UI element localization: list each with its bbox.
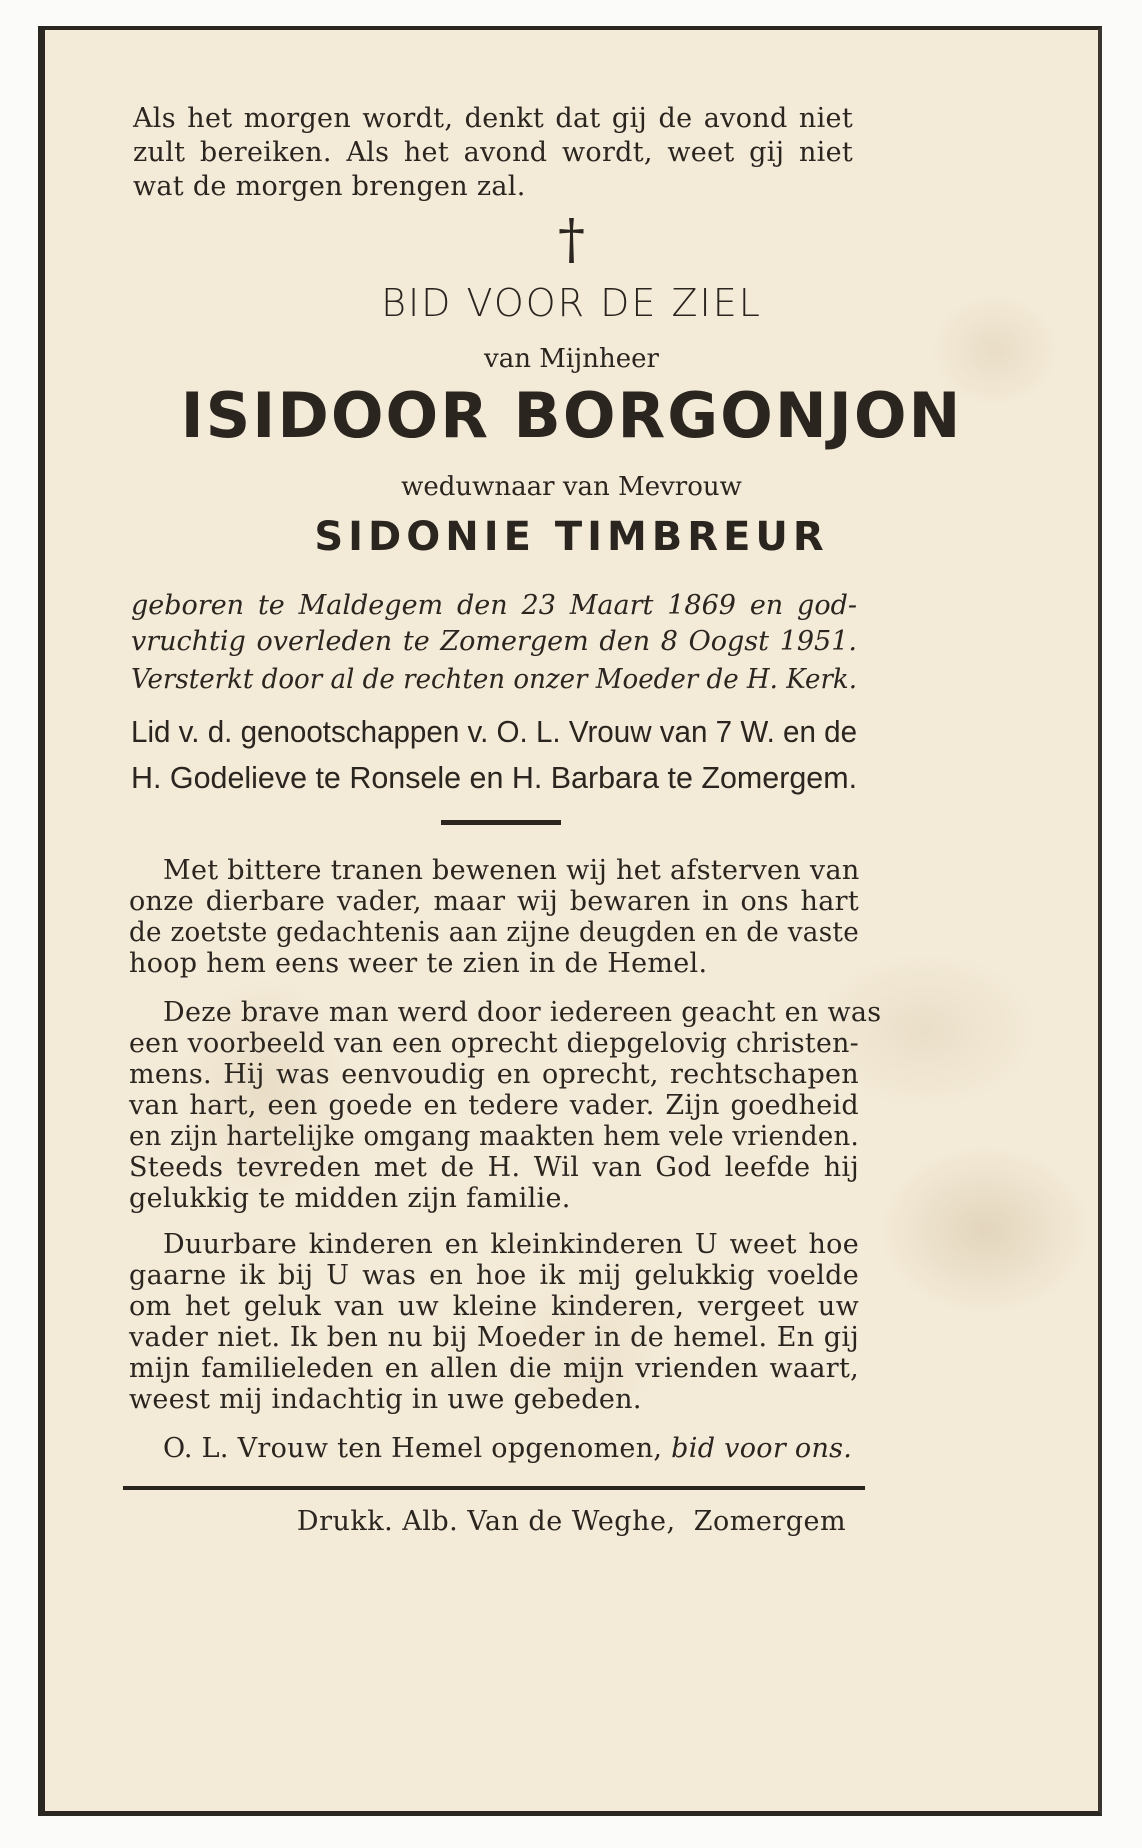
paragraph-line: om het geluk van uw kleine kinderen, vergeet uw bbox=[129, 1291, 859, 1322]
title-prefix: van Mijnheer bbox=[484, 344, 659, 374]
paragraph-line: vader niet. Ik ben nu bij Moeder in de hemel. En gij bbox=[129, 1322, 859, 1353]
spouse-name: SIDONIE TIMBREUR bbox=[314, 514, 829, 560]
bottom-rule bbox=[123, 1486, 865, 1490]
paragraph-line: hoop hem eens weer te zien in de Hemel. bbox=[129, 948, 708, 979]
paragraph-line: Deze brave man werd door iedereen geacht en was bbox=[163, 997, 882, 1028]
sacraments-line: Versterkt door al de rechten onzer Moeder de H. Kerk. bbox=[131, 664, 858, 695]
prayer-heading: BID VOOR DE ZIEL bbox=[381, 281, 762, 325]
paragraph-line: Met bittere tranen bewenen wij het afsterven van bbox=[163, 855, 860, 886]
deceased-name: ISIDOOR BORGONJON bbox=[180, 379, 963, 452]
invocation bbox=[163, 1432, 863, 1466]
invocation-italic: bid voor ons. bbox=[671, 1433, 853, 1464]
birth-line: geboren te Maldegem den 23 Maart 1869 en god- bbox=[131, 590, 857, 621]
paragraph-line: onze dierbare vader, maar wij bewaren in ons hart bbox=[129, 886, 859, 917]
cross-icon: † bbox=[558, 208, 585, 271]
society-line-2: H. Godelieve te Ronsele en H. Barbara te Zomergem. bbox=[131, 760, 858, 795]
divider bbox=[441, 820, 561, 825]
paragraph-line: weest mij indachtig in uwe gebeden. bbox=[129, 1384, 642, 1415]
paragraph-line: van hart, een goede en tedere vader. Zijn goedheid bbox=[129, 1090, 859, 1121]
spouse-prefix: weduwnaar van Mevrouw bbox=[401, 472, 742, 502]
motto-line-1: Als het morgen wordt, denkt dat gij de avond niet bbox=[133, 103, 853, 134]
paragraph-line: de zoetste gedachtenis aan zijne deugden en de vaste bbox=[129, 917, 860, 948]
society-line-1: Lid v. d. genootschappen v. O. L. Vrouw van 7 W. en de bbox=[131, 714, 858, 749]
paragraph-line: gaarne ik bij U was en hoe ik mij gelukkig voelde bbox=[129, 1260, 859, 1291]
memorial-card bbox=[38, 26, 1102, 1816]
paragraph-line: mijn familieleden en allen die mijn vrienden waart, bbox=[129, 1353, 859, 1384]
paragraph-line: gelukkig te midden zijn familie. bbox=[129, 1183, 571, 1214]
motto-line-2: zult bereiken. Als het avond wordt, weet gij niet bbox=[133, 137, 853, 168]
printer-imprint: Drukk. Alb. Van de Weghe, Zomergem bbox=[296, 1506, 847, 1537]
paragraph-line: een voorbeeld van een oprecht diepgelovig christen- bbox=[129, 1028, 860, 1059]
paragraph-line: mens. Hij was eenvoudig en oprecht, rechtschapen bbox=[129, 1059, 859, 1090]
paragraph-line: en zijn hartelijke omgang maakten hem vele vrienden. bbox=[129, 1121, 860, 1152]
paragraph-line: Duurbare kinderen en kleinkinderen U weet hoe bbox=[163, 1229, 859, 1260]
paragraph-line: Steeds tevreden met de H. Wil van God leefde hij bbox=[129, 1152, 859, 1183]
motto-line-3: wat de morgen brengen zal. bbox=[133, 171, 526, 202]
invocation-text: O. L. Vrouw ten Hemel opgenomen, bbox=[163, 1433, 663, 1464]
death-line: vruchtig overleden te Zomergem den 8 Oogst 1951. bbox=[131, 626, 857, 657]
